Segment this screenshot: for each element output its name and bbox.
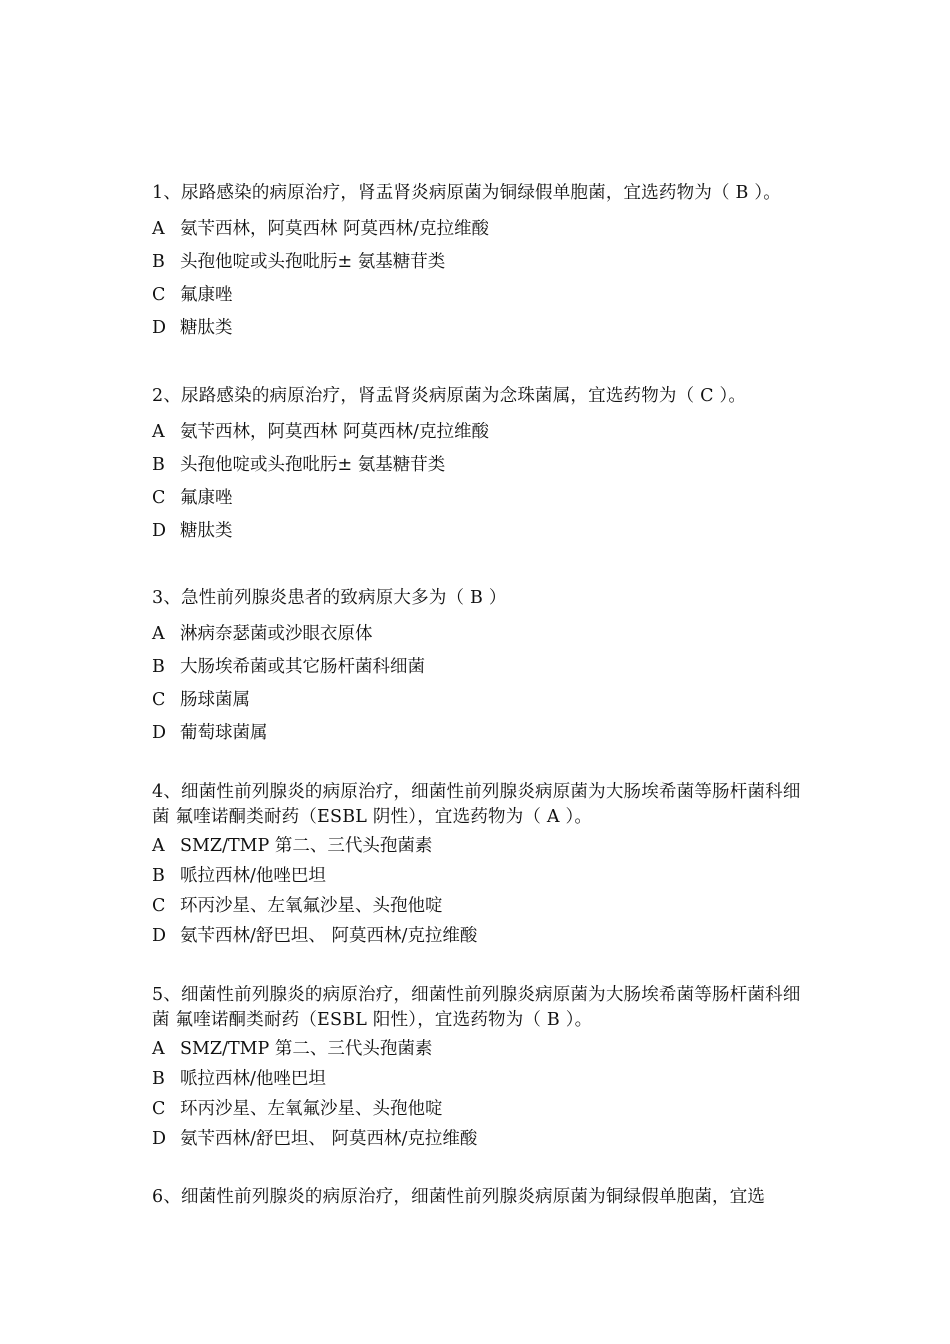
option-text: 氨苄西林/舒巴坦、 阿莫西林/克拉维酸 [180, 926, 478, 946]
question-3 [152, 586, 832, 743]
question-stem: 5、细菌性前列腺炎的病原治疗，细菌性前列腺炎病原菌为大肠埃希菌等肠杆菌科细菌 氟喹诺酮类耐药（ESBL 阳性），宜选药物为（ B ）。 [152, 985, 801, 1030]
option-letter: D [152, 1129, 167, 1149]
option-letter: D [152, 926, 167, 946]
option-text: 氨苄西林，阿莫西林 阿莫西林/克拉维酸 [180, 219, 489, 239]
option-letter: C [152, 896, 166, 916]
question-stem: 6、细菌性前列腺炎的病原治疗，细菌性前列腺炎病原菌为铜绿假单胞菌，宜选 [152, 1187, 766, 1207]
option-a [152, 836, 832, 856]
option-letter: B [152, 866, 165, 886]
option-d [152, 318, 832, 338]
question-stem: 1、尿路感染的病原治疗，肾盂肾炎病原菌为铜绿假单胞菌，宜选药物为（ B ）。 [152, 183, 781, 203]
question-6 [152, 1185, 832, 1210]
option-text: 氟康唑 [180, 285, 233, 305]
option-b [152, 866, 832, 886]
question-stem: 2、尿路感染的病原治疗，肾盂肾炎病原菌为念珠菌属，宜选药物为（ C ）。 [152, 386, 747, 406]
option-letter: A [152, 624, 165, 644]
option-a [152, 422, 832, 442]
option-text: 淋病奈瑟菌或沙眼衣原体 [180, 624, 373, 644]
option-a [152, 219, 832, 239]
option-letter: B [152, 455, 165, 475]
option-c [152, 1099, 832, 1119]
option-b [152, 252, 832, 272]
question-5 [152, 983, 832, 1149]
option-text: 氟康唑 [180, 488, 233, 508]
option-d [152, 1129, 832, 1149]
option-letter: C [152, 285, 166, 305]
option-b [152, 1069, 832, 1089]
question-4 [152, 780, 832, 946]
option-letter: B [152, 1069, 165, 1089]
option-text: 哌拉西林/他唑巴坦 [180, 866, 326, 886]
option-c [152, 488, 832, 508]
option-b [152, 657, 832, 677]
option-text: 葡萄球菌属 [180, 723, 268, 743]
option-c [152, 896, 832, 916]
option-text: 头孢他啶或头孢吡肟± 氨基糖苷类 [180, 252, 446, 272]
option-text: 氨苄西林，阿莫西林 阿莫西林/克拉维酸 [180, 422, 489, 442]
option-letter: A [152, 219, 165, 239]
option-letter: B [152, 252, 165, 272]
question-2 [152, 384, 832, 541]
question-1 [152, 181, 832, 338]
option-letter: D [152, 723, 167, 743]
option-text: SMZ/TMP 第二、三代头孢菌素 [180, 1039, 433, 1059]
option-letter: B [152, 657, 165, 677]
option-d [152, 926, 832, 946]
option-letter: A [152, 422, 165, 442]
option-text: 环丙沙星、左氧氟沙星、头孢他啶 [180, 1099, 443, 1119]
option-letter: C [152, 488, 166, 508]
option-b [152, 455, 832, 475]
option-letter: D [152, 521, 167, 541]
option-text: 环丙沙星、左氧氟沙星、头孢他啶 [180, 896, 443, 916]
option-letter: A [152, 836, 165, 856]
option-text: 大肠埃希菌或其它肠杆菌科细菌 [180, 657, 425, 677]
option-c [152, 690, 832, 710]
option-text: 肠球菌属 [180, 690, 250, 710]
option-text: 头孢他啶或头孢吡肟± 氨基糖苷类 [180, 455, 446, 475]
option-text: 糖肽类 [180, 318, 233, 338]
option-d [152, 723, 832, 743]
option-text: 糖肽类 [180, 521, 233, 541]
option-letter: D [152, 318, 167, 338]
option-a [152, 1039, 832, 1059]
question-stem: 3、急性前列腺炎患者的致病原大多为（ B ） [152, 588, 507, 608]
option-c [152, 285, 832, 305]
option-text: 氨苄西林/舒巴坦、 阿莫西林/克拉维酸 [180, 1129, 478, 1149]
option-text: SMZ/TMP 第二、三代头孢菌素 [180, 836, 433, 856]
question-stem: 4、细菌性前列腺炎的病原治疗，细菌性前列腺炎病原菌为大肠埃希菌等肠杆菌科细菌 氟喹诺酮类耐药（ESBL 阴性），宜选药物为（ A ）。 [152, 782, 801, 827]
option-letter: A [152, 1039, 165, 1059]
option-a [152, 624, 832, 644]
option-letter: C [152, 690, 166, 710]
option-letter: C [152, 1099, 166, 1119]
option-text: 哌拉西林/他唑巴坦 [180, 1069, 326, 1089]
option-d [152, 521, 832, 541]
